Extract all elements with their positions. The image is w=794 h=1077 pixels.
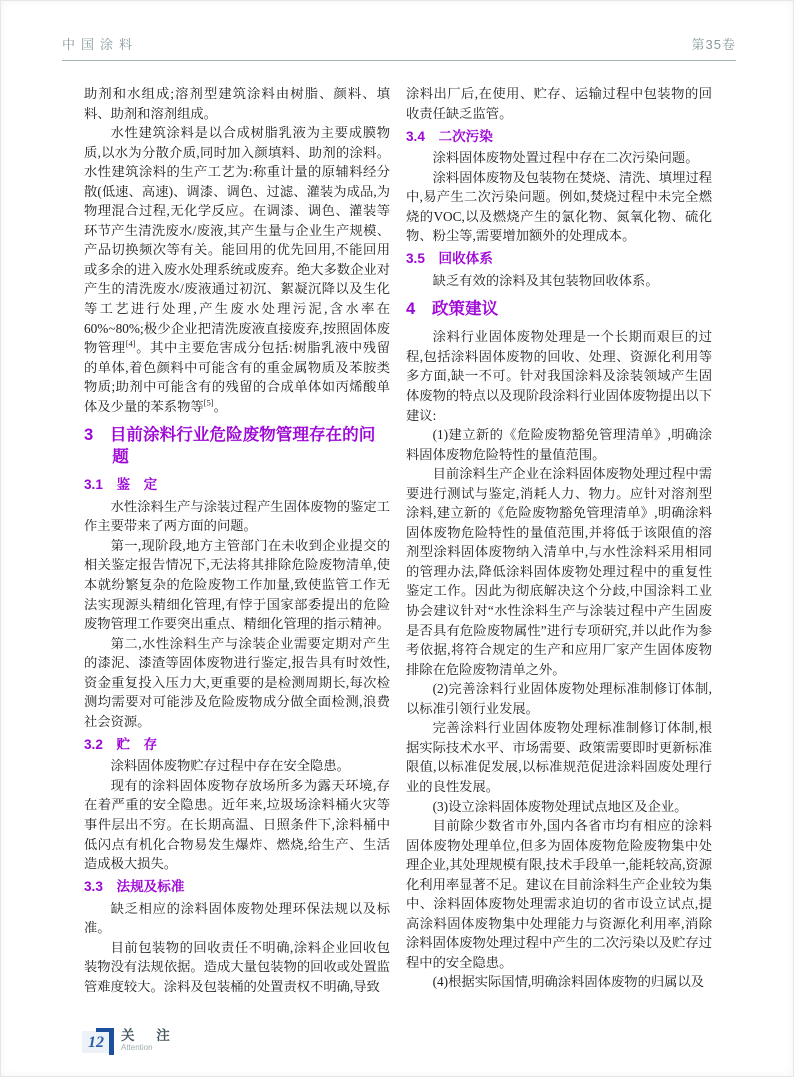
article-body [84,84,713,996]
section-heading: 3 目前涂料行业危险废物管理存在的问题 [84,425,376,467]
subsection-heading: 3.1 鉴 定 [84,477,158,493]
column-name-english: Attention [121,1043,153,1052]
paragraph: 涂料固体废物及包装物在焚烧、清洗、填埋过程中,易产生二次污染问题。例如,焚烧过程中未完全燃烧的VOC,以及燃烧产生的氯化物、氮氧化物、硫化物、粉尘等,需要增加额外的处理成本。 [406,169,712,244]
paragraph: 涂料行业固体废物处理是一个长期而艰巨的过程,包括涂料固体废物的回收、处理、资源化利用等多方面,缺一不可。针对我国涂料及涂装领域产生固体废物的特点以及现阶段涂料行业固体废物提出以下建议: [406,329,712,423]
citation-ref: [4] [125,338,136,349]
paragraph: 涂料出厂后,在使用、贮存、运输过程中包装物的回收责任缺乏监管。 [406,86,712,121]
footer-column-labels [121,1028,179,1053]
volume-label: 第35卷 [691,37,736,52]
section-heading: 4 政策建议 [406,299,499,319]
subsection-heading: 3.4 二次污染 [406,128,493,144]
paragraph: 完善涂料行业固体废物处理标准制修订体制,根据实际技术水平、市场需要、政策需要即时更新标准限值,以标准促发展,以标准规范促进涂料固废处理行业的良性发展。 [406,720,712,794]
paragraph: 缺乏相应的涂料固体废物处理环保法规以及标准。 [84,900,390,936]
column-name-chinese: 关 注 [121,1028,179,1043]
paragraph: 涂料固体废物贮存过程中存在安全隐患。 [110,758,350,774]
paragraph: 助剂和水组成;溶剂型建筑涂料由树脂、颜料、填料、助剂和溶剂组成。 [84,86,390,121]
paragraph: 缺乏有效的涂料及其包装物回收体系。 [432,272,659,288]
paragraph: 水性涂料生产与涂装过程产生固体废物的鉴定工作主要带来了两方面的问题。 [84,498,390,534]
footer-bar-decoration [109,1028,114,1055]
paragraph: 目前包装物的回收责任不明确,涂料企业回收包装物没有法规依据。造成大量包装物的回收或处置监管难度较大。涂料及包装桶的处置责权不明确,导致 [84,939,390,994]
paragraph: (4)根据实际国情,明确涂料固体废物的归属以及 [432,974,705,990]
subsection-heading: 3.3 法规及标准 [84,879,185,895]
paragraph: 第一,现阶段,地方主管部门在未收到企业提交的相关鉴定报告情况下,无法将其排除危险废物清单,使本就纷繁复杂的危险废物工作加量,致使监管工作无法实现源头精细化管理,有悖于国家部委提出的危险废物管理工作要突出重点、精细化管理的指示精神。 [84,537,390,632]
paragraph: 水性建筑涂料是以合成树脂乳液为主要成膜物质,以水为分散介质,同时加入颜填料、助剂的涂料。水性建筑涂料的生产工艺为:称重计量的原辅料经分散(低速、高速)、调漆、调色、过滤、灌装为成品,为物理混合过程,无化学反应。在调漆、调色、灌装等环节产生清洗废水/废液,其产生量与企业生产规模、产品切换频次等有关。能回用的优先回用,不能回用或多余的进入废水处理系统或废弃。绝大多数企业对产生的清洗废水/废液通过初沉、絮凝沉降以及生化等工艺进行处理,产生废水处理污泥,含水率在60%~80%;极少企业把清洗废液直接废弃,按照固体废物管理[4]。其中主要危害成分包括:树脂乳液中残留的单体,着色颜料中可能含有的重金属物质及苯胺类物质;助剂中可能含有的残留的合成单体如丙烯酸单体及少量的苯系物等[5]。 [84,125,390,414]
paragraph: 目前除少数省市外,国内各省市均有相应的涂料固体废物处理单位,但多为固体废物危险废物集中处理企业,其处理规模有限,技术手段单一,能耗较高,资源化利用率显著不足。建议在目前涂料生产企业较为集中、涂料固体废物处理需求迫切的省市设立试点,提高涂料固体废物集中处理能力与资源化利用率,消除涂料固体废物处理过程中产生的二次污染以及贮存过程中的安全隐患。 [406,818,712,970]
running-header [62,34,736,61]
paragraph: 现有的涂料固体废物存放场所多为露天环境,存在着严重的安全隐患。近年来,垃圾场涂料桶火灾等事件层出不穷。在长期高温、日照条件下,涂料桶中低闪点有机化合物易发生爆炸、燃烧,给生产、生活造成极大损失。 [84,777,390,872]
page-number: 12 [82,1031,109,1053]
paragraph: (2)完善涂料行业固体废物处理标准制修订体制,以标准引领行业发展。 [406,681,712,716]
right-column [406,84,712,996]
subsection-heading: 3.5 回收体系 [406,251,493,267]
left-column [84,84,390,996]
paragraph: (1)建立新的《危险废物豁免管理清单》,明确涂料固体废物危险特性的量值范围。 [406,427,712,462]
citation-ref: [5] [203,397,214,408]
paragraph: 第二,水性涂料生产与涂装企业需要定期对产生的漆泥、漆渣等固体废物进行鉴定,报告具有时效性,资金重复投入压力大,更重要的是检测周期长,每次检测均需要对可能涉及危险废物成分做全面检测,浪费社会资源。 [84,635,390,729]
paragraph: 涂料固体废物处置过程中存在二次污染问题。 [432,150,699,166]
subsection-heading: 3.2 贮 存 [84,736,158,752]
page-footer [82,1028,179,1055]
paragraph: (3)设立涂料固体废物处理试点地区及企业。 [432,798,688,814]
paragraph: 目前涂料生产企业在涂料固体废物处理过程中需要进行测试与鉴定,消耗人力、物力。应针对溶剂型涂料,建立新的《危险废物豁免管理清单》,明确涂料固体废物危险特性的量值范围,并将低于该限值的溶剂型涂料固体废物纳入清单中,与水性涂料采用相同的管理办法,降低涂料固体废物处理过程中的重复性鉴定工作。因此为彻底解决这个分歧,中国涂料工业协会建议针对“水性涂料生产与涂装过程中产生固废是否具有危险废物属性”进行专项研究,并以此作为参考依据,将符合规定的生产和应用厂家产生固体废物排除在危险废物清单之外。 [406,466,712,677]
journal-title: 中国涂料 [62,37,139,52]
